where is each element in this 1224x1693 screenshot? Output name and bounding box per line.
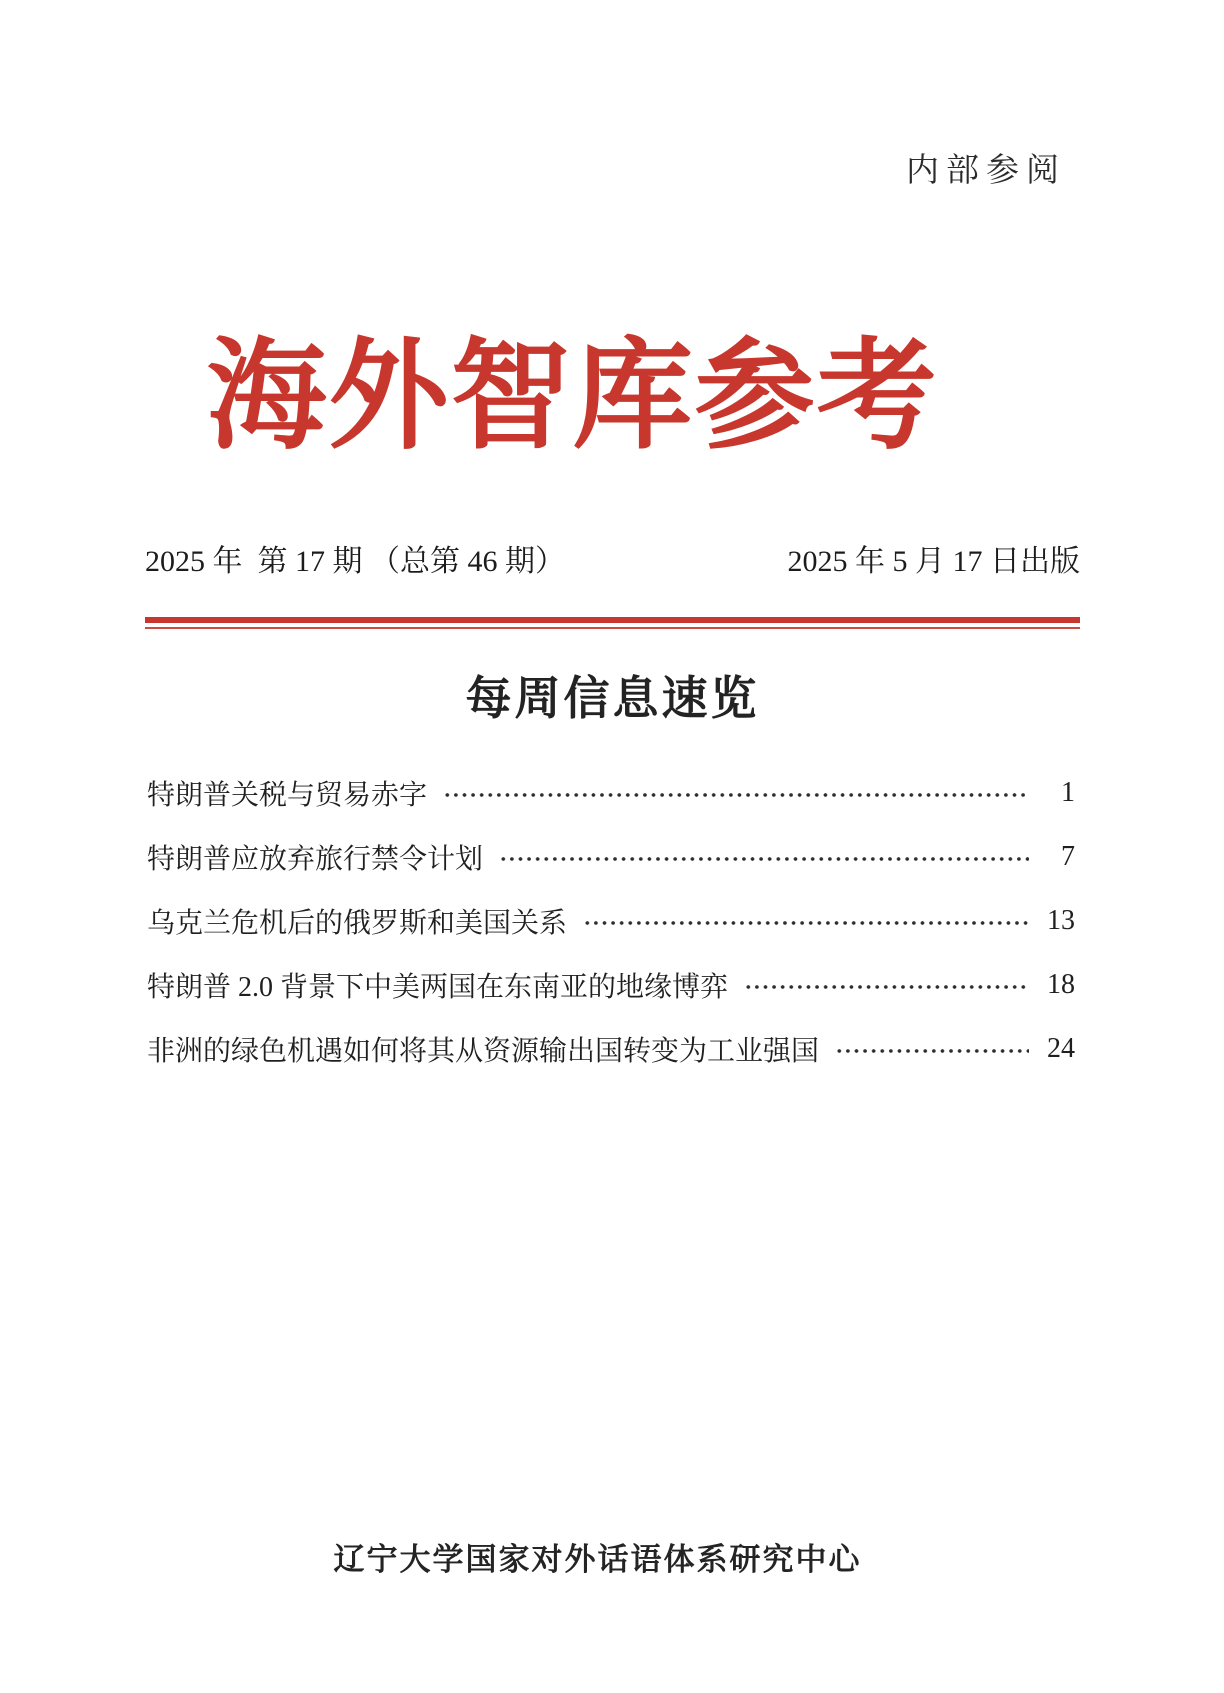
toc-item [147, 777, 1075, 811]
toc-item-title: 特朗普应放弃旅行禁令计划 [147, 844, 484, 875]
toc-item-page-number: 24 [1047, 1033, 1075, 1064]
dotted-leader [744, 982, 1029, 992]
toc-item-title: 非洲的绿色机遇如何将其从资源输出国转变为工业强国 [147, 1036, 820, 1067]
toc-item-page-number: 7 [1061, 841, 1075, 872]
publish-date: 2025 年 5 月 17 日出版 [787, 545, 1080, 578]
dotted-leader [443, 790, 1029, 800]
red-rule-thin [145, 627, 1080, 629]
toc-item-page-number: 18 [1047, 969, 1075, 1000]
toc-item-title: 特朗普 2.0 背景下中美两国在东南亚的地缘博弈 [147, 972, 729, 1003]
toc-item [147, 905, 1075, 939]
dotted-leader [583, 918, 1029, 928]
section-heading: 每周信息速览 [465, 672, 760, 724]
classification-label: 内部参阅 [906, 153, 1066, 189]
publication-title: 海外智库参考 [206, 330, 939, 463]
dotted-leader [499, 854, 1029, 864]
toc-item [147, 1033, 1075, 1067]
issue-number: 2025 年 第 17 期 （总第 46 期） [145, 545, 565, 578]
dotted-leader [835, 1046, 1029, 1056]
toc-item [147, 969, 1075, 1003]
publisher-name: 辽宁大学国家对外话语体系研究中心 [333, 1542, 862, 1577]
toc-item-page-number: 13 [1047, 905, 1075, 936]
red-rule-thick [145, 617, 1080, 623]
toc-item-title: 乌克兰危机后的俄罗斯和美国关系 [147, 908, 568, 939]
toc-item-page-number: 1 [1061, 777, 1075, 808]
double-red-rule [145, 617, 1080, 629]
toc-item [147, 841, 1075, 875]
table-of-contents [147, 778, 1075, 1098]
toc-item-title: 特朗普关税与贸易赤字 [147, 780, 428, 811]
issue-line [145, 536, 1080, 580]
